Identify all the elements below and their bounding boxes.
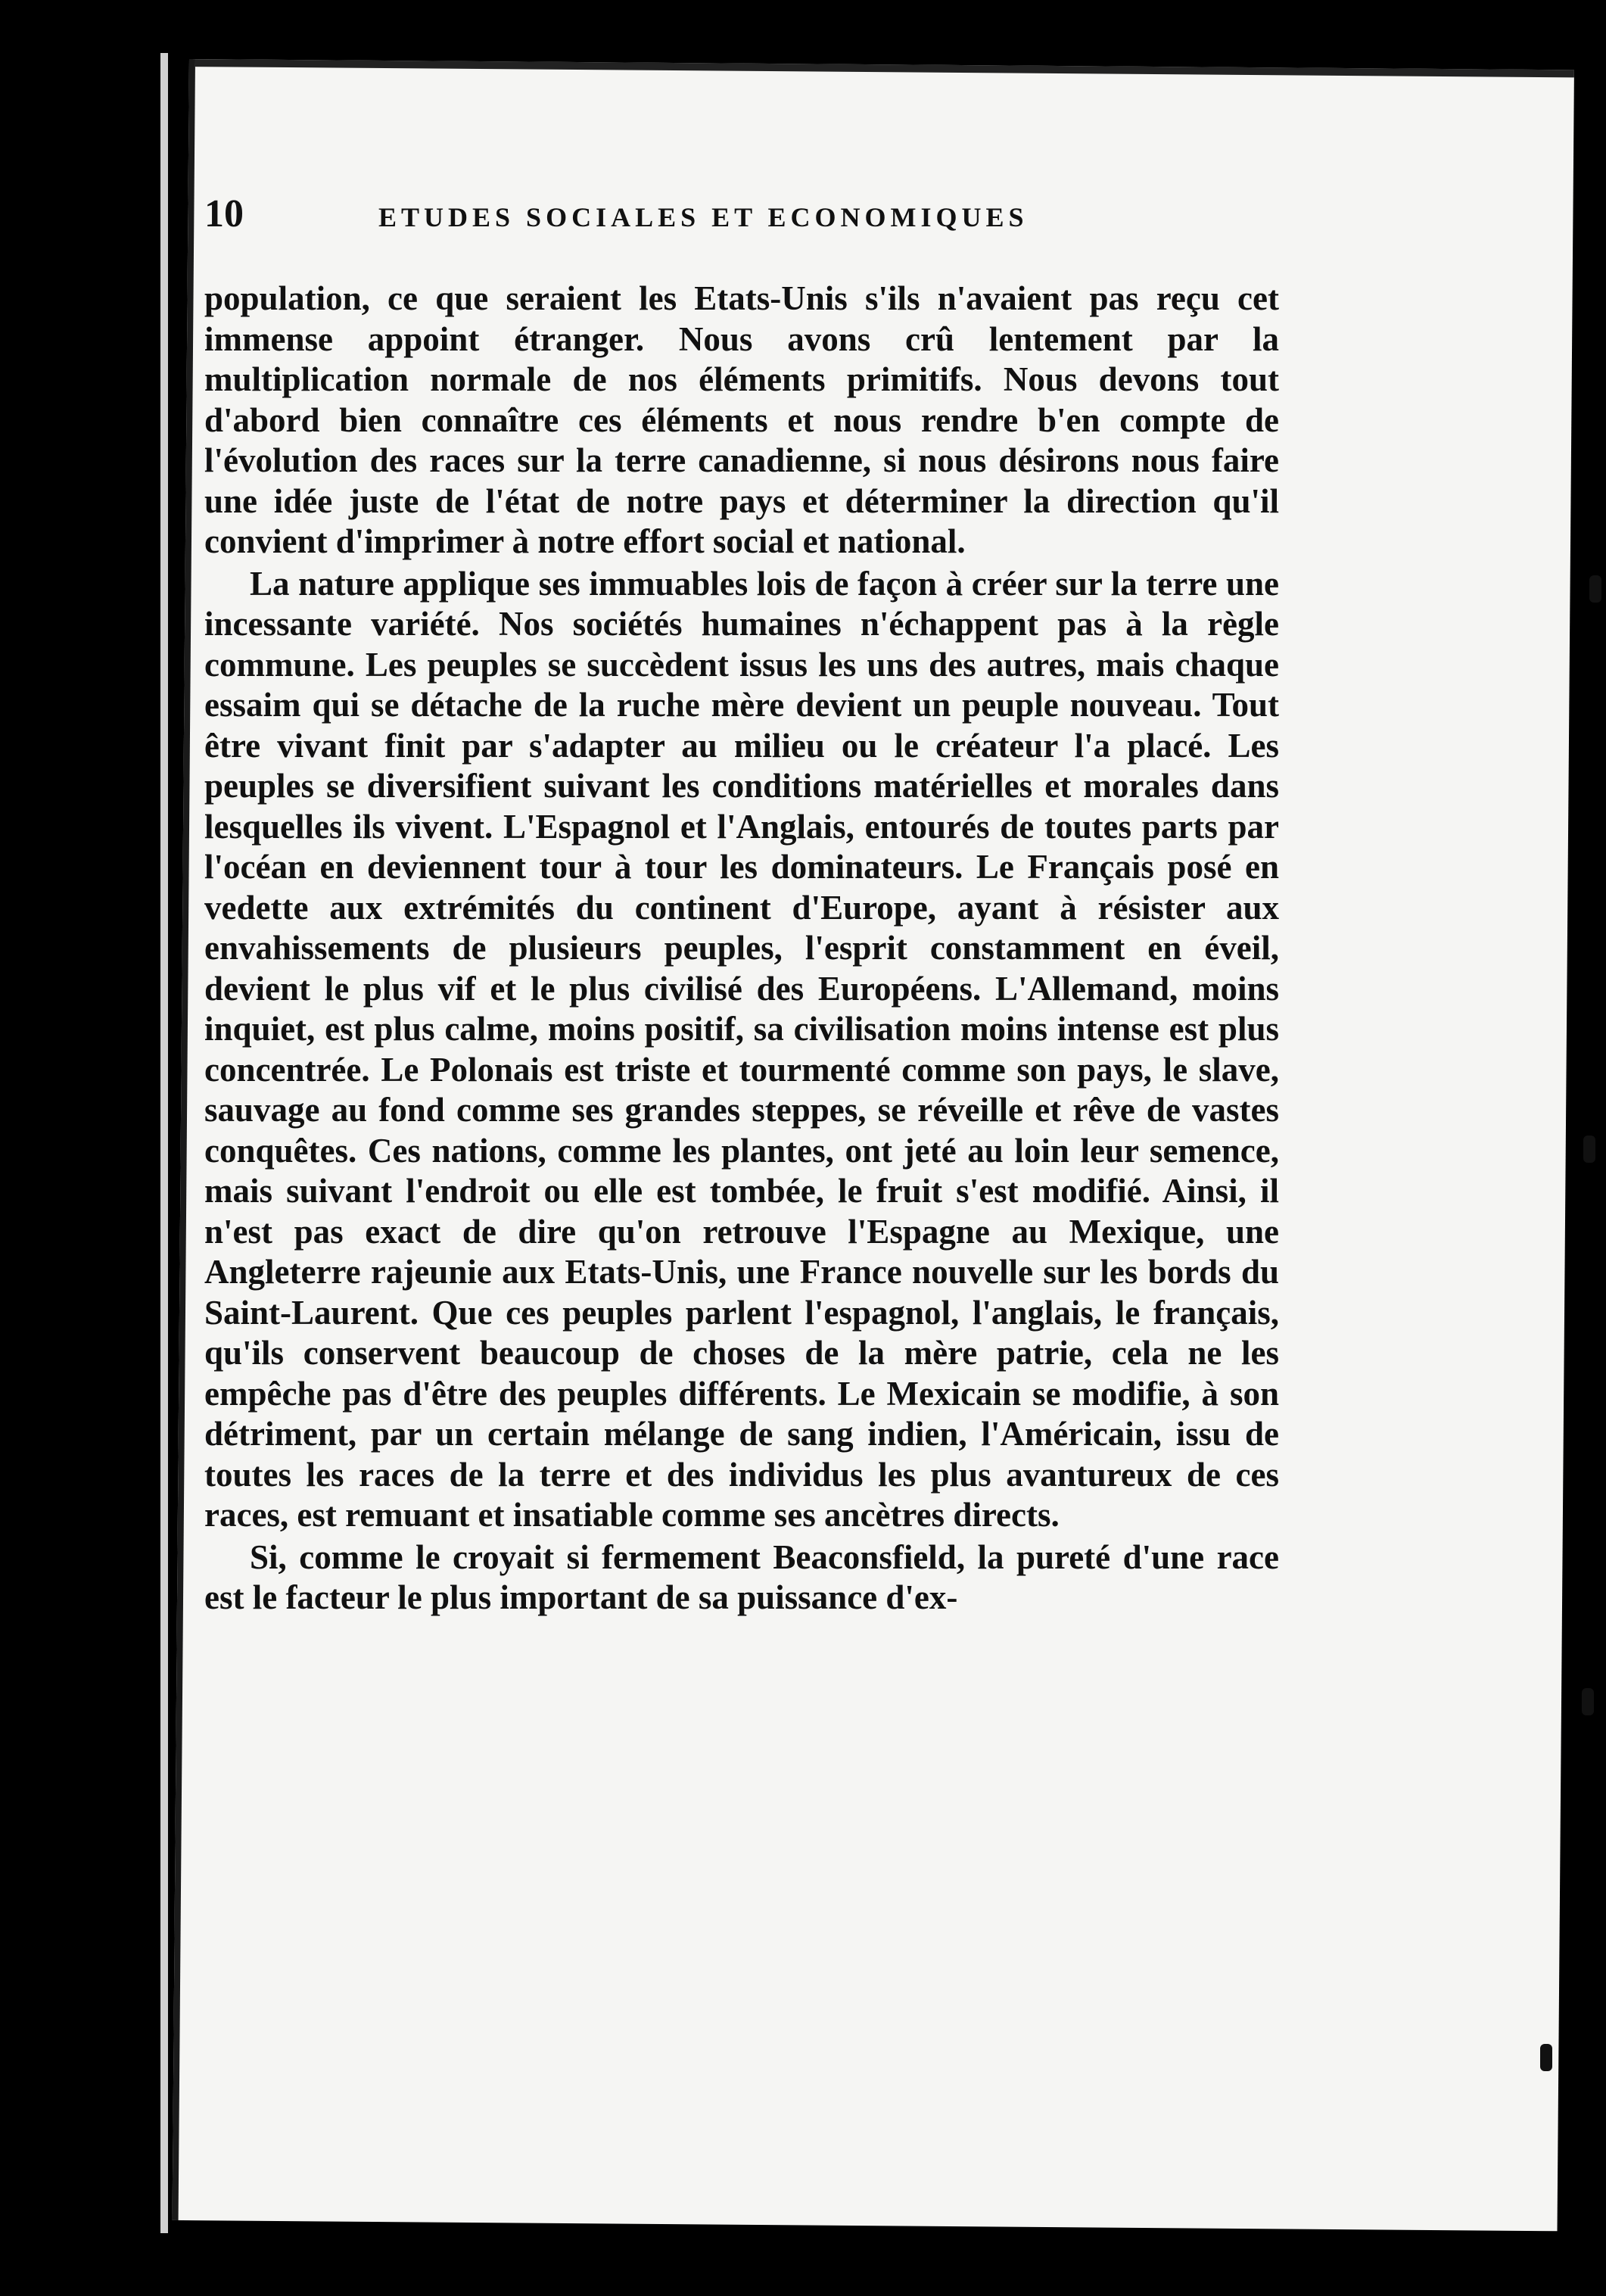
page-header xyxy=(204,192,1203,236)
margin-mark xyxy=(1589,575,1601,603)
margin-mark xyxy=(1582,1688,1594,1715)
paragraph-2: La nature applique ses immuables lois de façon à créer sur la terre une incessante variété. Nos sociétés humaines n'échappent pas à la règle commune. Les peuples se succèdent issus les uns des autres, mais chaque essaim qui se détache de la ruche mère devient un peuple nouveau. Tout être vivant finit par s'adapter au milieu ou le créateur l'a placé. Les peuples se diversifient suivant les conditions matérielles et morales dans lesquelles ils vivent. L'Espagnol et l'Anglais, entourés de toutes parts par l'océan en deviennent tour à tour les dominateurs. Le Français posé en vedette aux extrémités du continent d'Europe, ayant à résister aux envahissements de plusieurs peuples, l'esprit constamment en éveil, devient le plus vif et le plus civilisé des Européens. L'Allemand, moins inquiet, est plus calme, moins positif, sa civilisation moins intense est plus concentrée. Le Polonais est triste et tourmenté comme son pays, le slave, sauvage au fond comme ses grandes steppes, se réveille et rêve de vastes conquêtes. Ces nations, comme les plantes, ont jeté au loin leur semence, mais suivant l'endroit ou elle est tombée, le fruit s'est modifié. Ainsi, il n'est pas exact de dire qu'on retrouve l'Espagne au Mexique, une Angleterre rajeunie aux Etats-Unis, une France nouvelle sur les bords du Saint-Laurent. Que ces peuples parlent l'espagnol, l'anglais, le français, qu'ils conservent beaucoup de choses de la mère patrie, cela ne les empêche pas d'être des peuples différents. Le Mexicain se modifie, à son détriment, par un certain mélange de sang indien, l'Américain, issu de toutes les races de la terre et des individus les plus avantureux de ces races, est remuant et insatiable comme ses ancètres directs. xyxy=(204,564,1279,1534)
body-text xyxy=(204,279,1279,1618)
scan-left-edge xyxy=(160,53,168,2233)
running-title: ETUDES SOCIALES ET ECONOMIQUES xyxy=(378,202,1029,232)
margin-mark xyxy=(1583,1136,1595,1163)
margin-mark xyxy=(1540,2044,1552,2071)
paragraph-1: population, ce que seraient les Etats-Unis s'ils n'avaient pas reçu cet immense appoint étranger. Nous avons crû lentement par la multiplication normale de nos éléments primitifs. Nous devons tout d'abord bien connaître ces éléments et nous rendre b'en compte de l'évolution des races sur la terre canadienne, si nous désirons nous faire une idée juste de l'état de notre pays et déterminer la direction qu'il convient d'imprimer à notre effort social et national. xyxy=(204,279,1279,560)
page-number: 10 xyxy=(204,192,244,235)
paragraph-3: Si, comme le croyait si fermement Beaconsfield, la pureté d'une race est le facteur le plus important de sa puissance d'ex- xyxy=(204,1537,1279,1616)
